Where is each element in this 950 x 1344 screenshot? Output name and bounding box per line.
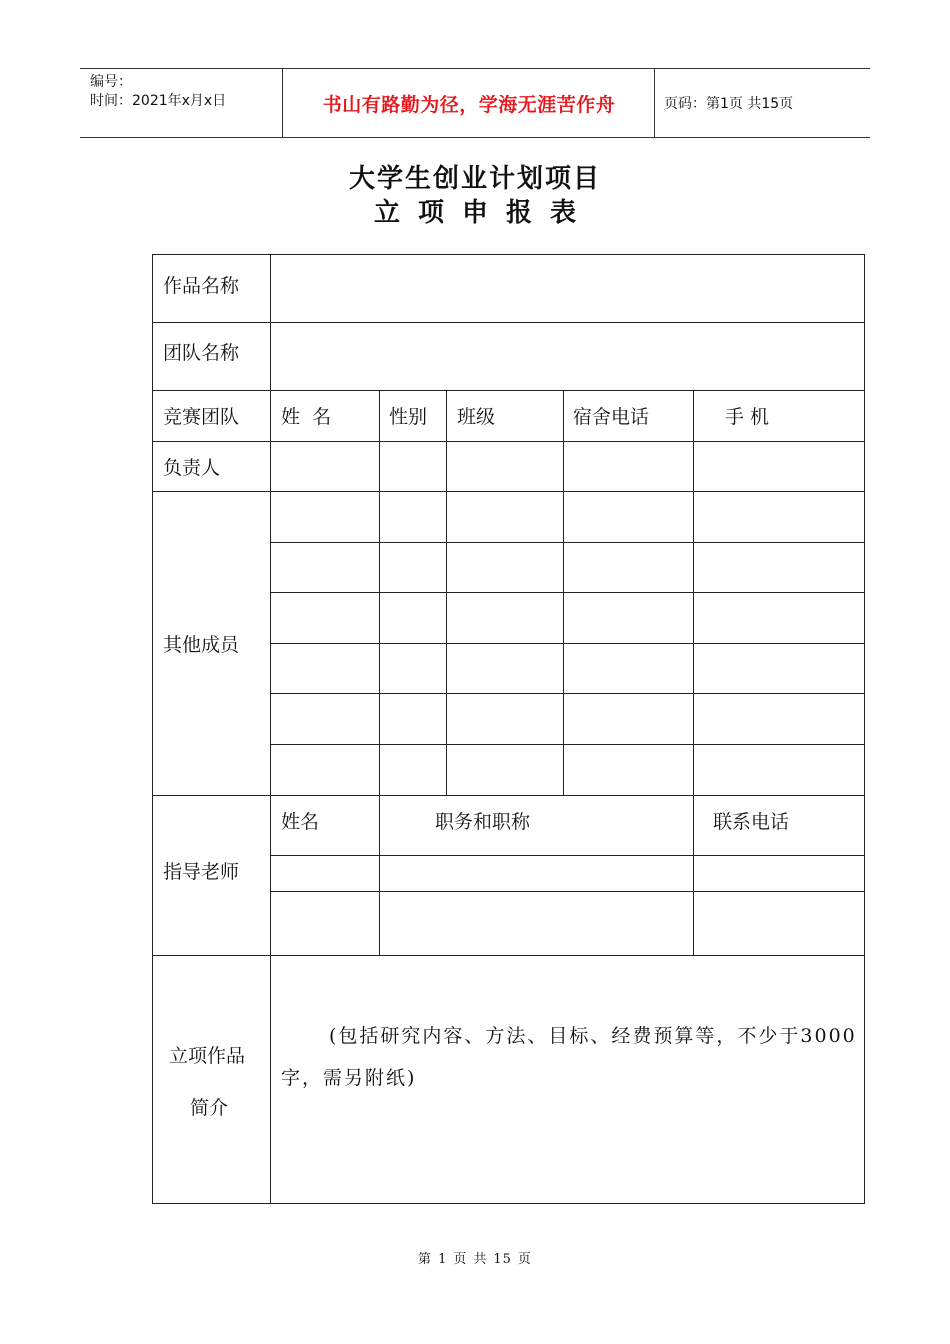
column-header-class: 班级 <box>457 406 496 428</box>
footer-mid1: 页 <box>453 1252 468 1267</box>
row-divider <box>270 693 864 694</box>
row-divider <box>270 643 864 644</box>
column-divider <box>379 390 380 955</box>
intro-hint: (包括研究内容、方法、目标、经费预算等，不少于3000字，需另附纸) <box>281 1025 857 1089</box>
row-divider <box>270 855 864 856</box>
row-divider <box>270 744 864 745</box>
footer-suffix: 页 <box>517 1252 532 1267</box>
page-title: 大学生创业计划项目 <box>348 164 601 194</box>
document-time: 时间：2021年x月x日 <box>90 93 227 109</box>
header-meta <box>90 73 226 111</box>
header-motto: 书山有路勤为径，学海无涯苦作舟 <box>322 93 616 116</box>
footer-current-page: 1 <box>438 1252 448 1267</box>
document-number: 编号： <box>90 74 132 90</box>
row-divider <box>270 542 864 543</box>
column-divider <box>270 255 271 1203</box>
advisor-column-title: 职务和职称 <box>435 811 531 833</box>
row-divider <box>153 955 864 956</box>
intro-label-line2: 简介 <box>190 1097 229 1119</box>
footer-total-pages: 15 <box>493 1252 512 1267</box>
row-divider <box>270 592 864 593</box>
other-members-label: 其他成员 <box>163 634 240 656</box>
column-header-name: 姓 名 <box>281 406 332 428</box>
footer-prefix: 第 <box>418 1252 433 1267</box>
application-form-table <box>152 254 865 1204</box>
row-divider <box>153 491 864 492</box>
intro-label-line1: 立项作品 <box>169 1045 246 1067</box>
column-header-mobile: 手 机 <box>725 406 770 428</box>
column-header-gender: 性别 <box>389 406 428 428</box>
advisor-column-name: 姓名 <box>281 811 320 833</box>
leader-label: 负责人 <box>163 457 221 479</box>
advisor-column-phone: 联系电话 <box>713 811 790 833</box>
team-name-label: 团队名称 <box>163 342 240 364</box>
footer-mid2: 共 <box>473 1252 488 1267</box>
row-divider <box>153 390 864 391</box>
header-page-info: 页码：第1页 共15页 <box>664 96 794 112</box>
column-header-dorm-phone: 宿舍电话 <box>573 406 650 428</box>
page-footer <box>0 1248 950 1267</box>
page-subtitle: 立项申报表 <box>373 198 594 228</box>
row-divider <box>153 795 864 796</box>
column-divider <box>563 390 564 795</box>
advisor-label: 指导老师 <box>163 861 240 883</box>
document-header <box>80 68 870 138</box>
work-name-label: 作品名称 <box>163 275 240 297</box>
row-divider <box>270 891 864 892</box>
competition-team-label: 竞赛团队 <box>163 406 240 428</box>
column-divider <box>446 390 447 795</box>
column-divider <box>693 390 694 955</box>
row-divider <box>153 441 864 442</box>
row-divider <box>153 322 864 323</box>
